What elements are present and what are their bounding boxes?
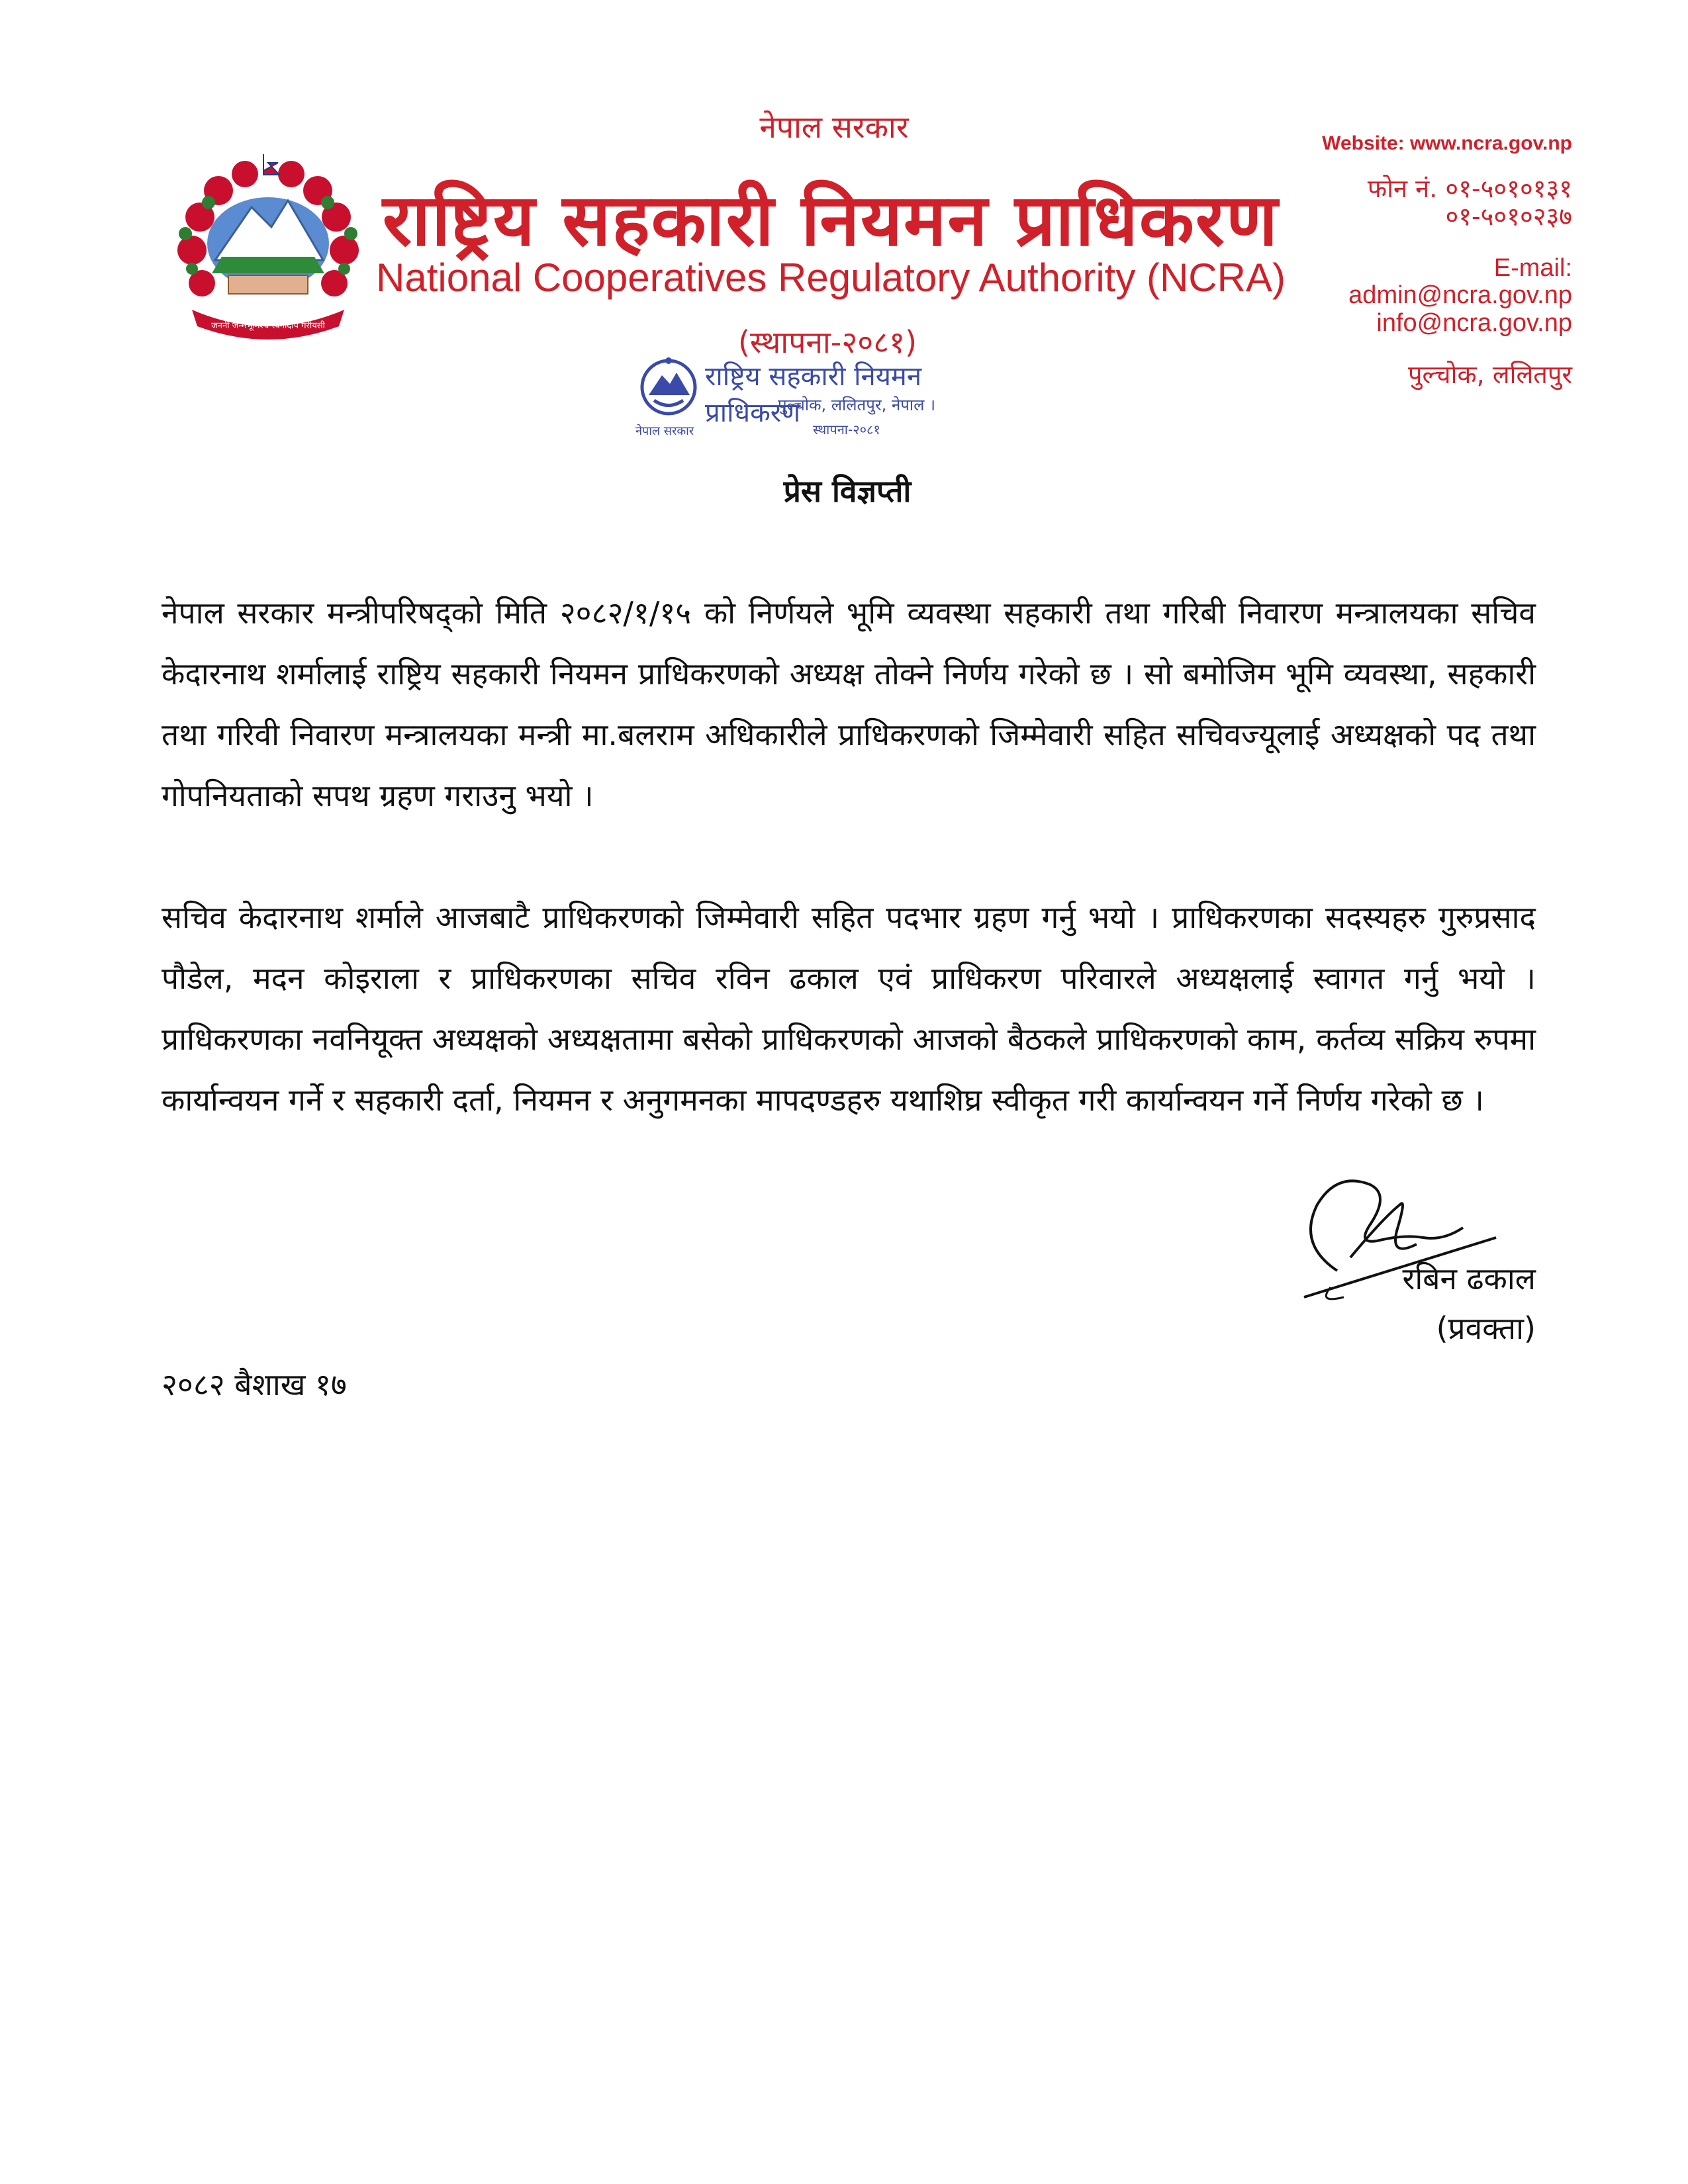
phone-1: फोन नं. ०१-५०१०१३१: [1367, 174, 1572, 203]
document-heading: प्रेस विज्ञप्ती: [783, 473, 912, 509]
email-2[interactable]: info@ncra.gov.np: [1376, 309, 1572, 338]
stamp-org-name: राष्ट्रिय सहकारी नियमन प्राधिकरण: [705, 361, 922, 428]
established-label: (स्थापना-२०८१): [737, 324, 917, 360]
email-label: E-mail:: [1493, 253, 1572, 282]
stamp-established: स्थापना-२०८१: [813, 422, 880, 437]
stamp-address: पुल्चोक, ललितपुर, नेपाल ।: [778, 396, 936, 414]
office-stamp: [635, 354, 1006, 443]
document-date: २०८२ बैशाख १७: [162, 1367, 347, 1402]
org-name-nepali: राष्ट्रिय सहकारी नियमन प्राधिकरण: [382, 179, 1280, 262]
stamp-gov-label: नेपाल सरकार: [635, 424, 694, 438]
phone-2: ०१-५०१०२३७: [1445, 201, 1572, 231]
signatory-name: रबिन ढकाल: [1402, 1261, 1536, 1297]
signatory-role: (प्रवक्ता): [1436, 1310, 1536, 1346]
paragraph-2: सचिव केदारनाथ शर्माले आजबाटै प्राधिकरणको जिम्मेवारी सहित पदभार ग्रहण गर्नु भयो । प्राधिकरणका सदस्यहरु गुरुप्रसाद पौडेल, मदन कोइराला र प्राधिकरणका सचिव रविन ढकाल एवं प्राधिकरण परिवारले अध्यक्षलाई स्वागत गर्नु भयो । प्राधिकरणका नवनियूक्त अध्यक्षको अध्यक्षतामा बसेको प्राधिकरणको आजको बैठकले प्राधिकरणको काम, कर्तव्य सक्रिय रुपमा कार्यान्वयन गर्ने र सहकारी दर्ता, नियमन र अनुगमनका मापदण्डहरु यथाशिघ्र स्वीकृत गरी कार्यान्वयन गर्ने निर्णय गरेको छ ।: [162, 899, 1536, 1118]
stamp-emblem-icon: [635, 354, 702, 420]
website-link[interactable]: Website: www.ncra.gov.np: [1322, 132, 1572, 154]
nepal-emblem-icon: [165, 151, 371, 349]
government-label: नेपाल सरकार: [759, 109, 909, 145]
contact-block: [1268, 132, 1572, 389]
email-1[interactable]: admin@ncra.gov.np: [1348, 281, 1572, 310]
paragraph-1: नेपाल सरकार मन्त्रीपरिषद्को मिति २०८२/१/१५ को निर्णयले भूमि व्यवस्था सहकारी तथा गरिबी निवारण मन्त्रालयका सचिव केदारनाथ शर्मालाई राष्ट्रिय सहकारी नियमन प्राधिकरणको अध्यक्ष तोक्ने निर्णय गरेको छ । सो बमोजिम भूमि व्यवस्था, सहकारी तथा गरिवी निवारण मन्त्रालयका मन्त्री मा.बलराम अधिकारीले प्राधिकरणको जिम्मेवारी सहित सचिवज्यूलाई अध्यक्षको पद तथा गोपनियताको सपथ ग्रहण गराउनु भयो ।: [162, 595, 1536, 813]
emblem-motto: जननी जन्मभूमिश्च स्वर्गादपि गरीयसी: [211, 321, 325, 331]
org-name-english: National Cooperatives Regulatory Authority (NCRA): [376, 255, 1286, 300]
office-address: पुल्चोक, ललितपुर: [1407, 359, 1572, 389]
